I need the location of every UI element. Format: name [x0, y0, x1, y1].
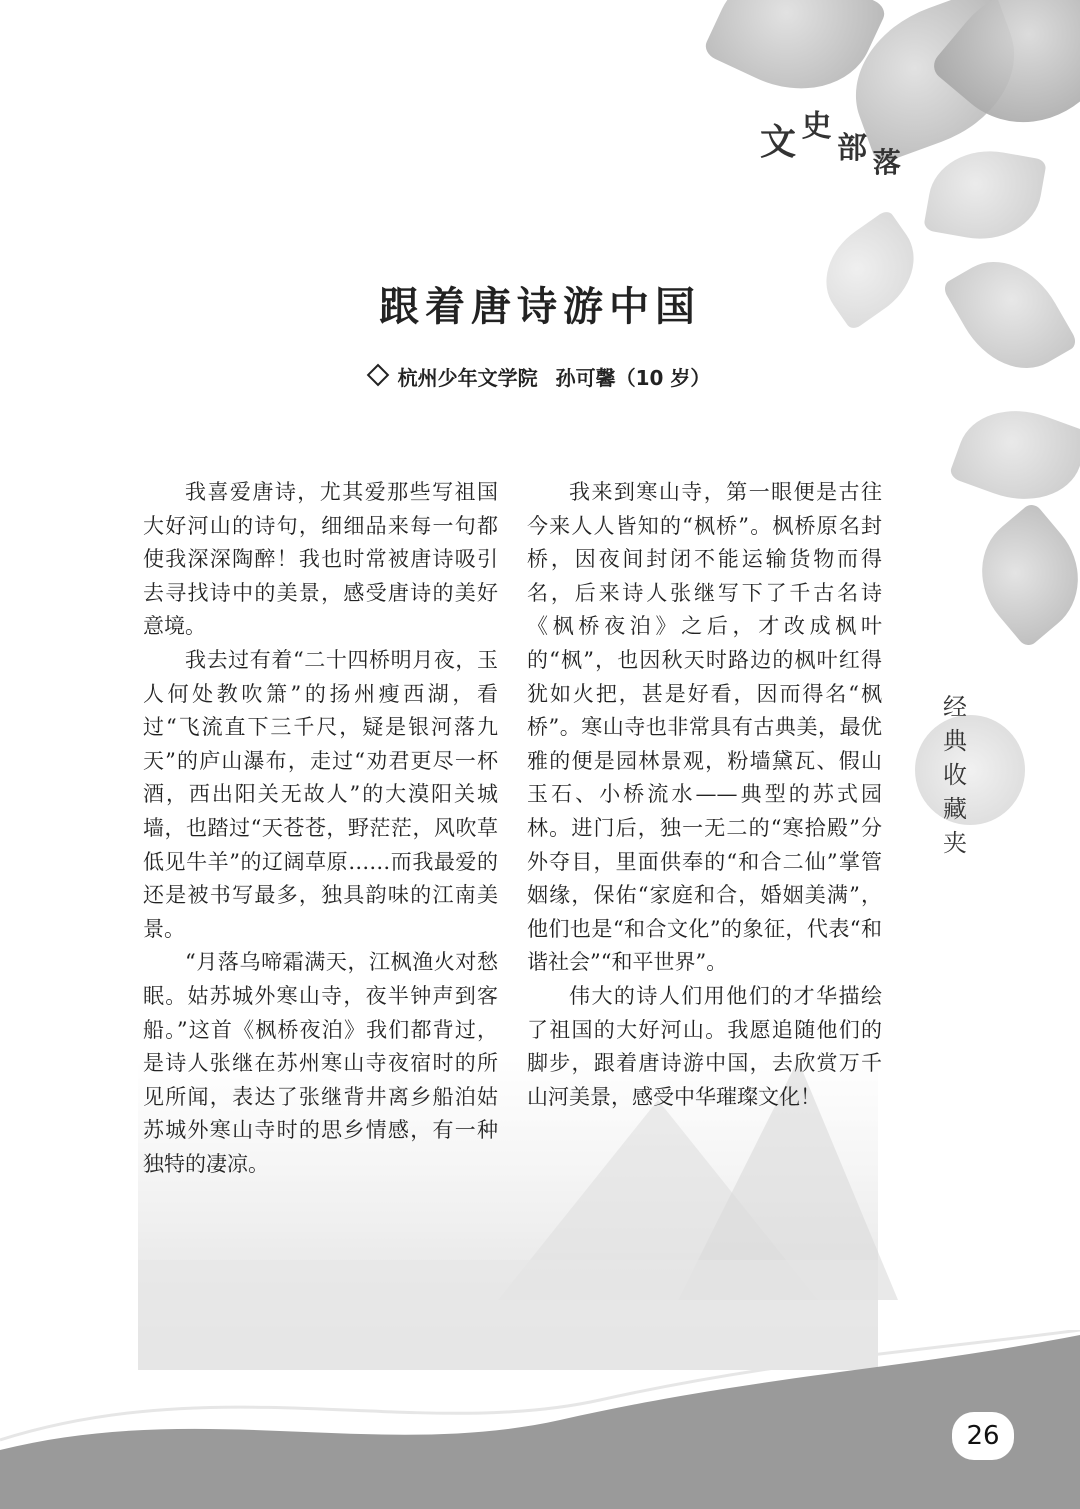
article-column-right: [527, 476, 882, 1114]
article-column-left: [143, 476, 498, 1181]
paragraph: 我来到寒山寺，第一眼便是古往今来人人皆知的“枫桥”。枫桥原名封桥，因夜间封闭不能运输货物而得名，后来诗人张继写下了千古名诗《枫桥夜泊》之后，才改成枫叶的“枫”，也因秋天时路边的枫叶红得犹如火把，甚是好看，因而得名“枫桥”。寒山寺也非常具有古典美，最优雅的便是园林景观，粉墙黛瓦、假山玉石、小桥流水——典型的苏式园林。进门后，独一无二的“寒拾殿”分外夺目，里面供奉的“和合二仙”掌管姻缘，保佑“家庭和合，婚姻美满”，他们也是“和合文化”的象征，代表“和谐社会”“和平世界”。: [527, 480, 882, 975]
side-label: [920, 690, 990, 860]
paragraph: 我喜爱唐诗，尤其爱那些写祖国大好河山的诗句，细细品来每一句都使我深深陶醉！我也时常被唐诗吸引去寻找诗中的美景，感受唐诗的美好意境。: [143, 480, 498, 639]
side-label-char: 夹: [943, 829, 967, 857]
footer-wave: [0, 1330, 1080, 1509]
paragraph: “月落乌啼霜满天，江枫渔火对愁眠。姑苏城外寒山寺，夜半钟声到客船。”这首《枫桥夜泊》我们都背过，是诗人张继在苏州寒山寺夜宿时的所见所闻，表达了张继背井离乡船泊姑苏城外寒山寺时的思乡情感，有一种独特的凄凉。: [143, 950, 498, 1176]
section-char: 部: [837, 131, 868, 166]
paragraph: 我去过有着“二十四桥明月夜，玉人何处教吹箫”的扬州瘦西湖，看过“飞流直下三千尺，疑是银河落九天”的庐山瀑布，走过“劝君更尽一杯酒，西出阳关无故人”的大漠阳关城墙，也踏过“天苍苍，野茫茫，风吹草低见牛羊”的辽阔草原……而我最爱的还是被书写最多，独具韵味的江南美景。: [143, 647, 498, 941]
byline-author: 孙可馨（10 岁）: [555, 366, 711, 390]
section-char: 史: [801, 109, 832, 144]
side-label-char: 收: [943, 761, 967, 789]
side-label-char: 经: [943, 693, 967, 721]
byline-org: 杭州少年文学院: [397, 366, 538, 390]
side-label-char: 典: [943, 727, 967, 755]
page-number: 26: [952, 1412, 1014, 1460]
section-char: 文: [760, 122, 797, 163]
section-char: 落: [872, 146, 901, 179]
leaf-decoration-right: [920, 400, 1080, 700]
diamond-icon: [366, 364, 389, 387]
byline: [0, 362, 1080, 391]
section-tag: [760, 108, 901, 179]
side-label-char: 藏: [943, 795, 967, 823]
paragraph: 伟大的诗人们用他们的才华描绘了祖国的大好河山。我愿追随他们的脚步，跟着唐诗游中国，去欣赏万千山河美景，感受中华璀璨文化！: [527, 983, 882, 1109]
article-title: 跟着唐诗游中国: [379, 284, 701, 330]
